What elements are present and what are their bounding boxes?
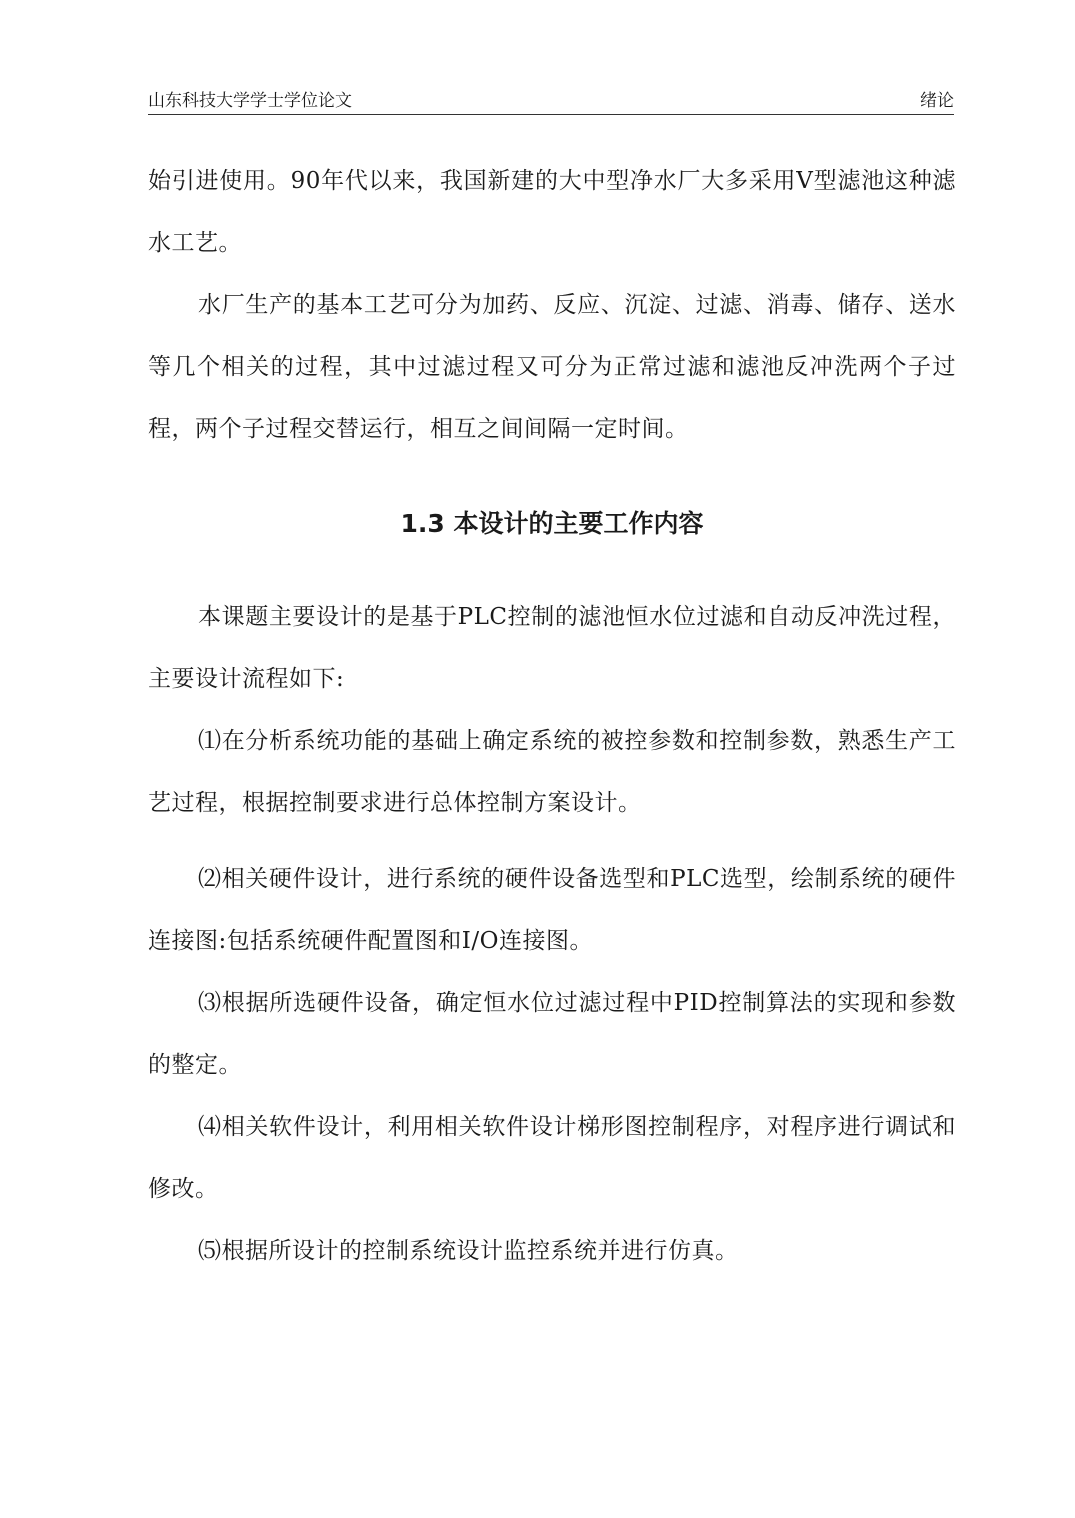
body-text-bottom — [148, 586, 956, 1282]
header-thesis-title: 山东科技大学学士学位论文 — [148, 91, 352, 111]
list-item-4: ⑷相关软件设计，利用相关软件设计梯形图控制程序，对程序进行调试和修改。 — [148, 1114, 956, 1202]
header-chapter-name: 绪论 — [920, 91, 954, 111]
body-text-top — [148, 150, 956, 460]
section-title: 1.3 本设计的主要工作内容 — [400, 509, 704, 538]
list-item-3: ⑶根据所选硬件设备，确定恒水位过滤过程中PID控制算法的实现和参数的整定。 — [148, 990, 956, 1078]
page-header — [148, 88, 954, 115]
list-item-1: ⑴在分析系统功能的基础上确定系统的被控参数和控制参数，熟悉生产工艺过程，根据控制要求进行总体控制方案设计。 — [148, 728, 956, 816]
paragraph-process: 水厂生产的基本工艺可分为加药、反应、沉淀、过滤、消毒、储存、送水等几个相关的过程，其中过滤过程又可分为正常过滤和滤池反冲洗两个子过程，两个子过程交替运行，相互之间间隔一定时间。 — [148, 292, 956, 442]
paragraph-continuation: 始引进使用。90年代以来，我国新建的大中型净水厂大多采用V型滤池这种滤水工艺。 — [148, 168, 956, 256]
paragraph-intro: 本课题主要设计的是基于PLC控制的滤池恒水位过滤和自动反冲洗过程，主要设计流程如下: — [148, 604, 956, 692]
list-item-5: ⑸根据所设计的控制系统设计监控系统并进行仿真。 — [198, 1238, 739, 1264]
list-item-2: ⑵相关硬件设计，进行系统的硬件设备选型和PLC选型，绘制系统的硬件连接图:包括系统硬件配置图和I/O连接图。 — [148, 866, 956, 954]
